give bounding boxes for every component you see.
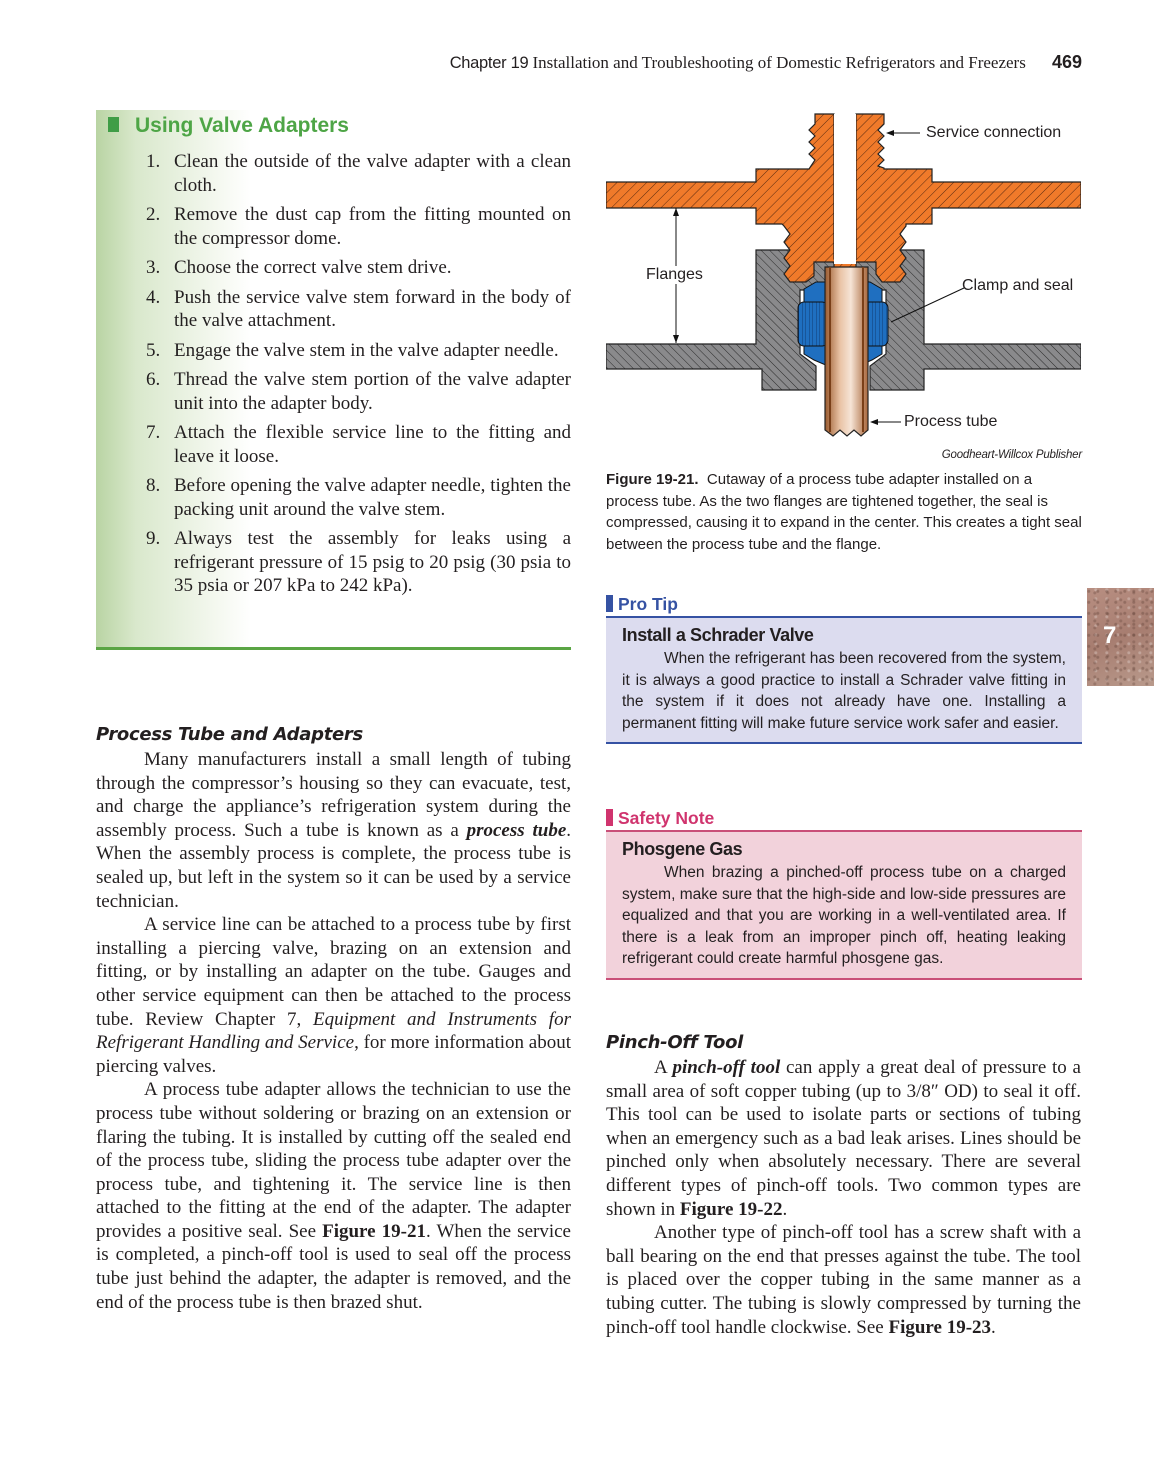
procedure-step [136,368,571,415]
procedure-title [108,114,349,138]
step-number: 9. [146,528,161,549]
caption-text: Cutaway of a process tube adapter installed on a process tube. As the two flanges are tightened together, the seal is compressed, causing it to expand in the center. This creates a tight seal between the process tube and the flange. [606,471,1082,553]
figure-reference: Figure 19-23 [888,1316,992,1338]
figure-19-21 [606,104,1081,444]
step-text: Clean the outside of the valve adapter with a clean cloth. [174,151,571,196]
text-run: . [991,1316,996,1338]
section-heading: Pinch-Off Tool [606,1032,744,1053]
procedure-title-text: Using Valve Adapters [135,114,349,137]
text-run: . When the service is completed, a pinch-off tool is used to seal off the process tube just behind the adapter, the adapter is removed, and the end of the process tube is then brazed shut. [96,1220,571,1313]
text-run: A service line can be attached to a process tube by first installing a piercing valve, brazing on an extension and fitting, or by installing an adapter on the tube. Gauges and other service equipment can then be attached to the process tube. Review Chapter 7, [96,914,571,1030]
paragraph [96,1078,571,1314]
procedure-steps [136,150,571,604]
step-number: 8. [146,475,161,496]
key-term: pinch-off tool [672,1057,781,1078]
page-number: 469 [1051,52,1082,72]
text-run: . [782,1198,788,1220]
text-run: . When the assembly process is complete, the process tube is sealed up, but left in the system so it can be used by a service technician. [96,819,572,912]
step-text: Engage the valve stem in the valve adapter needle. [174,339,559,361]
procedure-box [96,110,571,650]
procedure-step [136,474,571,521]
step-number: 5. [146,339,161,361]
procedure-step [136,339,571,363]
pro-tip-body [606,616,1082,744]
figure-reference: Figure 19-22 [679,1198,783,1220]
chapter-reference: Equipment and Instruments for Refrigerant Handling and Service [96,1008,571,1054]
step-number: 7. [146,422,161,443]
pro-tip-box [606,592,1082,744]
text-run: Many manufacturers install a small length of tubing through the compressor’s housing so they can evacuate, test, and charge the appliance’s refrigeration system during the assembly process. Such a tube is known as a [96,749,571,841]
safety-note-text: When brazing a pinched-off process tube on a charged system, make sure that the high-side and low-side pressures are equalized and that you are working in a well-ventilated area. If there is a leak from an improper pinch off, heating leaking refrigerant could create harmful phosgene gas. [622,864,1066,967]
safety-note-label [606,806,1082,830]
pro-tip-label [606,592,1082,616]
procedure-step [136,256,571,280]
figure-credit: Goodheart-Willcox Publisher [941,449,1082,461]
label-flanges: Flanges [646,266,703,283]
text-run: A process tube adapter allows the technician to use the process tube without soldering or brazing on an extension or flaring the tubing. It is installed by cutting off the sealed end of the process tube, sliding the process tube adapter over the process tube, and tightening it. The service line is then attached to the fitting at the end of the adapter. The adapter provides a positive seal. See [96,1079,571,1242]
pro-tip-title: Install a Schrader Valve [622,625,814,645]
safety-note-box [606,806,1082,980]
safety-note-title: Phosgene Gas [622,839,743,859]
step-number: 4. [146,286,161,308]
figure-caption [606,469,1082,555]
chapter-label: Chapter 19 [449,54,529,72]
chapter-tab-number: 7 [1103,622,1117,649]
step-number: 3. [146,257,161,278]
paragraph [606,1221,1081,1339]
step-text: Thread the valve stem portion of the valve adapter unit into the adapter body. [174,369,571,414]
step-text: Choose the correct valve stem drive. [174,257,452,278]
procedure-step [136,421,571,468]
label-clamp-and-seal: Clamp and seal [962,277,1074,294]
text-run: Another type of pinch-off tool has a screw shaft with a ball bearing on the end that presses against the tube. The tool is placed over the copper tubing in the same manner as a tubing cutter. The tubing is slowly compressed by turning the pinch-off tool handle clockwise. See [606,1222,1081,1338]
paragraph [96,913,571,1078]
step-text: Remove the dust cap from the fitting mounted on the compressor dome. [174,204,571,249]
pro-tip-label-text: Pro Tip [618,594,678,614]
safety-note-body [606,830,1082,980]
process-tube-section [96,722,571,1314]
paragraph [96,748,571,913]
label-process-tube: Process tube [904,413,998,430]
paragraph [606,1056,1081,1221]
square-bullet-icon [606,809,613,826]
step-text: Attach the flexible service line to the fitting and leave it loose. [174,422,571,467]
pro-tip-text: When the refrigerant has been recovered from the system, it is always a good practice to install a Schrader valve fitting in the system if it does not already have one. Installing a permanent fitting will make future service work safer and easier. [622,650,1066,732]
square-bullet-icon [606,595,613,612]
step-text: Push the service valve stem forward in the body of the valve attachment. [174,286,571,331]
square-bullet-icon [108,117,119,132]
safety-note-label-text: Safety Note [618,808,715,828]
procedure-step [136,203,571,250]
step-number: 1. [146,151,161,172]
step-number: 2. [146,204,161,225]
text-run: can apply a great deal of pressure to a small area of soft copper tubing (up to 3/8″ OD) to seal it off. This tool can be used to isolate parts or sections of tubing when an emergency such as a bad leak arises. Lines should be pinched only when absolutely necessary. There are several different types of pinch-off tools. Two common types are shown in [606,1057,1081,1220]
step-text: Always test the assembly for leaks using a refrigerant pressure of 15 psig to 20 psig (30 psia to 35 psia or 207 kPa to 242 kPa). [174,528,571,596]
text-run: A [654,1057,673,1078]
text-run: , for more information about piercing valves. [96,1032,571,1077]
chapter-tab [1087,588,1154,686]
pinch-off-section [606,1030,1081,1339]
figure-reference: Figure 19-21 [322,1220,426,1242]
label-service-connection: Service connection [926,124,1062,141]
step-number: 6. [146,369,161,390]
caption-label: Figure 19-21. [606,471,699,488]
step-text: Before opening the valve adapter needle, tighten the packing unit around the valve stem. [174,475,571,520]
chapter-title: Installation and Troubleshooting of Domestic Refrigerators and Freezers [532,53,1026,72]
section-heading: Process Tube and Adapters [96,724,363,745]
procedure-step [136,150,571,197]
procedure-step [136,286,571,333]
procedure-step [136,527,571,598]
key-term: process tube [466,819,567,841]
running-head [450,52,1082,73]
